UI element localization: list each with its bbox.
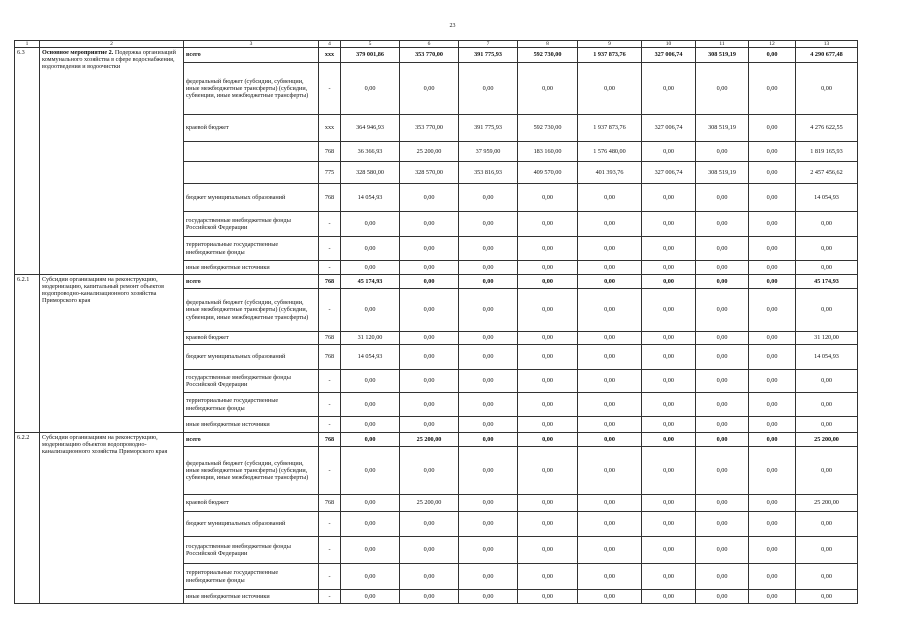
budget-code: 768: [319, 184, 341, 212]
year-value: 0,00: [749, 115, 796, 142]
year-value: 0,00: [749, 162, 796, 184]
total-value: 14 054,93: [796, 184, 858, 212]
year-value: 0,00: [341, 433, 400, 447]
section-name: Субсидии организациям на реконструкцию, модернизацию объектов водопроводно-канализационного хозяйства Приморского края: [40, 433, 184, 604]
year-value: 0,00: [749, 433, 796, 447]
total-value: 2 457 456,62: [796, 162, 858, 184]
year-value: 0,00: [642, 393, 696, 417]
year-value: 0,00: [578, 212, 642, 237]
year-value: 0,00: [459, 433, 518, 447]
year-value: 0,00: [459, 212, 518, 237]
year-value: 592 730,00: [518, 48, 578, 63]
year-value: 0,00: [400, 345, 459, 370]
year-value: 0,00: [518, 63, 578, 115]
year-value: 328 570,00: [400, 162, 459, 184]
year-value: 0,00: [578, 237, 642, 261]
year-value: 0,00: [518, 237, 578, 261]
year-value: 0,00: [749, 184, 796, 212]
year-value: 0,00: [341, 512, 400, 537]
year-value: 353 770,00: [400, 48, 459, 63]
total-value: 4 290 677,48: [796, 48, 858, 63]
total-value: 0,00: [796, 417, 858, 433]
funding-source: всего: [184, 433, 319, 447]
funding-source: краевой бюджет: [184, 115, 319, 142]
year-value: 0,00: [459, 512, 518, 537]
total-value: 45 174,93: [796, 275, 858, 289]
year-value: 0,00: [578, 184, 642, 212]
year-value: 0,00: [341, 417, 400, 433]
year-value: 0,00: [696, 447, 749, 495]
year-value: 0,00: [341, 537, 400, 564]
year-value: 0,00: [341, 261, 400, 275]
funding-source: бюджет муниципальных образований: [184, 345, 319, 370]
budget-code: 768: [319, 275, 341, 289]
col-header: 12: [749, 41, 796, 48]
funding-source: территориальные государственные внебюджетные фонды: [184, 393, 319, 417]
year-value: 0,00: [400, 261, 459, 275]
year-value: 0,00: [459, 393, 518, 417]
col-header: 6: [400, 41, 459, 48]
year-value: 1 937 873,76: [578, 115, 642, 142]
year-value: 0,00: [341, 237, 400, 261]
year-value: 0,00: [749, 289, 796, 332]
funding-source: всего: [184, 275, 319, 289]
year-value: 379 001,86: [341, 48, 400, 63]
year-value: 0,00: [459, 590, 518, 604]
year-value: 0,00: [696, 345, 749, 370]
year-value: 183 160,00: [518, 142, 578, 162]
total-value: 1 819 165,93: [796, 142, 858, 162]
total-value: 0,00: [796, 212, 858, 237]
year-value: 0,00: [400, 332, 459, 345]
section-code: 6.3: [15, 48, 40, 275]
year-value: 0,00: [749, 495, 796, 512]
year-value: 0,00: [749, 332, 796, 345]
funding-source: [184, 142, 319, 162]
year-value: 0,00: [642, 417, 696, 433]
total-value: 14 054,93: [796, 345, 858, 370]
funding-source: федеральный бюджет (субсидии, субвенции, иные межбюджетные трансферты) (субсидии, субвенции, иные межбюджетные трансферты): [184, 289, 319, 332]
year-value: 0,00: [696, 417, 749, 433]
budget-code: ххх: [319, 48, 341, 63]
year-value: 327 006,74: [642, 48, 696, 63]
year-value: 0,00: [400, 447, 459, 495]
year-value: 0,00: [518, 275, 578, 289]
total-value: 0,00: [796, 261, 858, 275]
year-value: 0,00: [696, 564, 749, 590]
total-value: 0,00: [796, 512, 858, 537]
year-value: 592 730,00: [518, 115, 578, 142]
col-header: 4: [319, 41, 341, 48]
budget-code: -: [319, 512, 341, 537]
col-header: 7: [459, 41, 518, 48]
year-value: 0,00: [642, 537, 696, 564]
year-value: 0,00: [642, 142, 696, 162]
budget-code: 768: [319, 345, 341, 370]
year-value: 25 200,00: [400, 142, 459, 162]
year-value: 0,00: [642, 261, 696, 275]
year-value: 0,00: [696, 275, 749, 289]
budget-code: -: [319, 417, 341, 433]
budget-code: -: [319, 447, 341, 495]
year-value: 0,00: [459, 447, 518, 495]
funding-source: территориальные государственные внебюджетные фонды: [184, 237, 319, 261]
funding-source: территориальные государственные внебюджетные фонды: [184, 564, 319, 590]
funding-source: федеральный бюджет (субсидии, субвенции, иные межбюджетные трансферты) (субсидии, субвенции, иные межбюджетные трансферты): [184, 63, 319, 115]
col-header: 11: [696, 41, 749, 48]
year-value: 0,00: [459, 417, 518, 433]
year-value: 0,00: [518, 345, 578, 370]
year-value: 14 054,93: [341, 345, 400, 370]
funding-source: государственные внебюджетные фонды Российской Федерации: [184, 537, 319, 564]
year-value: 0,00: [578, 63, 642, 115]
year-value: 0,00: [341, 63, 400, 115]
year-value: 0,00: [459, 495, 518, 512]
year-value: 0,00: [749, 142, 796, 162]
year-value: 0,00: [696, 393, 749, 417]
year-value: 0,00: [459, 184, 518, 212]
year-value: 0,00: [749, 63, 796, 115]
year-value: 0,00: [749, 48, 796, 63]
year-value: 364 946,93: [341, 115, 400, 142]
year-value: 0,00: [749, 512, 796, 537]
year-value: 0,00: [518, 564, 578, 590]
year-value: 0,00: [749, 417, 796, 433]
year-value: 0,00: [518, 417, 578, 433]
table-body: [15, 41, 858, 604]
year-value: 0,00: [749, 345, 796, 370]
total-value: 25 200,00: [796, 433, 858, 447]
year-value: 31 120,00: [341, 332, 400, 345]
year-value: 0,00: [400, 512, 459, 537]
year-value: 0,00: [518, 495, 578, 512]
year-value: 0,00: [642, 332, 696, 345]
year-value: 0,00: [696, 289, 749, 332]
year-value: 0,00: [518, 184, 578, 212]
year-value: 308 519,19: [696, 115, 749, 142]
year-value: 0,00: [578, 275, 642, 289]
year-value: 25 200,00: [400, 433, 459, 447]
total-value: 0,00: [796, 564, 858, 590]
budget-code: -: [319, 370, 341, 393]
year-value: 0,00: [578, 537, 642, 564]
budget-code: 768: [319, 142, 341, 162]
year-value: 25 200,00: [400, 495, 459, 512]
total-value: 0,00: [796, 237, 858, 261]
year-value: 308 519,19: [696, 48, 749, 63]
funding-source: иные внебюджетные источники: [184, 261, 319, 275]
year-value: 0,00: [341, 370, 400, 393]
year-value: 0,00: [696, 184, 749, 212]
year-value: 0,00: [696, 212, 749, 237]
funding-source: государственные внебюджетные фонды Российской Федерации: [184, 212, 319, 237]
year-value: 0,00: [696, 370, 749, 393]
budget-code: ххх: [319, 115, 341, 142]
year-value: 0,00: [518, 212, 578, 237]
year-value: 0,00: [578, 433, 642, 447]
year-value: 401 393,76: [578, 162, 642, 184]
section-code: 6.2.2: [15, 433, 40, 604]
year-value: 0,00: [642, 590, 696, 604]
year-value: 327 006,74: [642, 162, 696, 184]
table-row: [15, 48, 858, 63]
year-value: 0,00: [749, 370, 796, 393]
budget-code: -: [319, 63, 341, 115]
total-value: 0,00: [796, 393, 858, 417]
total-value: 0,00: [796, 590, 858, 604]
col-header: 5: [341, 41, 400, 48]
year-value: 0,00: [578, 564, 642, 590]
year-value: 0,00: [696, 142, 749, 162]
year-value: 37 959,00: [459, 142, 518, 162]
year-value: 0,00: [341, 393, 400, 417]
section-code: 6.2.1: [15, 275, 40, 433]
year-value: 0,00: [696, 261, 749, 275]
section-name: [40, 48, 184, 275]
year-value: 0,00: [400, 289, 459, 332]
year-value: 0,00: [400, 590, 459, 604]
year-value: 0,00: [341, 447, 400, 495]
budget-code: -: [319, 289, 341, 332]
year-value: 0,00: [578, 289, 642, 332]
year-value: 0,00: [578, 332, 642, 345]
funding-source: иные внебюджетные источники: [184, 590, 319, 604]
year-value: 0,00: [749, 261, 796, 275]
year-value: 0,00: [459, 537, 518, 564]
year-value: 0,00: [459, 275, 518, 289]
total-value: 0,00: [796, 537, 858, 564]
year-value: 0,00: [578, 512, 642, 537]
budget-code: -: [319, 237, 341, 261]
year-value: 0,00: [400, 564, 459, 590]
year-value: 0,00: [400, 275, 459, 289]
section-name: Субсидии организациям на реконструкцию, модернизацию, капитальный ремонт объектов водопроводно-канализационного хозяйства Приморского края: [40, 275, 184, 433]
year-value: 0,00: [400, 417, 459, 433]
total-value: 25 200,00: [796, 495, 858, 512]
year-value: 328 580,00: [341, 162, 400, 184]
year-value: 0,00: [642, 289, 696, 332]
year-value: 0,00: [749, 537, 796, 564]
year-value: 0,00: [642, 433, 696, 447]
col-header: 8: [518, 41, 578, 48]
year-value: 0,00: [459, 237, 518, 261]
funding-source: федеральный бюджет (субсидии, субвенции, иные межбюджетные трансферты) (субсидии, субвенции, иные межбюджетные трансферты): [184, 447, 319, 495]
year-value: 0,00: [341, 495, 400, 512]
year-value: 0,00: [642, 447, 696, 495]
year-value: 0,00: [341, 289, 400, 332]
budget-code: -: [319, 261, 341, 275]
year-value: 353 816,93: [459, 162, 518, 184]
budget-code: -: [319, 212, 341, 237]
year-value: 327 006,74: [642, 115, 696, 142]
year-value: 0,00: [400, 184, 459, 212]
total-value: 31 120,00: [796, 332, 858, 345]
year-value: 0,00: [749, 212, 796, 237]
year-value: 0,00: [696, 332, 749, 345]
page-number: 23: [449, 23, 456, 29]
funding-source: бюджет муниципальных образований: [184, 184, 319, 212]
year-value: 0,00: [459, 345, 518, 370]
col-header: 3: [184, 41, 319, 48]
year-value: 0,00: [578, 393, 642, 417]
year-value: 0,00: [459, 564, 518, 590]
budget-code: -: [319, 590, 341, 604]
year-value: 0,00: [400, 393, 459, 417]
section-name-title: Основное мероприятие 2.: [42, 49, 114, 56]
budget-code: -: [319, 564, 341, 590]
year-value: 0,00: [749, 275, 796, 289]
total-value: 4 276 622,55: [796, 115, 858, 142]
year-value: 0,00: [642, 275, 696, 289]
budget-code: 768: [319, 332, 341, 345]
budget-code: -: [319, 393, 341, 417]
year-value: 0,00: [696, 512, 749, 537]
col-header: 9: [578, 41, 642, 48]
year-value: 0,00: [578, 261, 642, 275]
funding-source: [184, 162, 319, 184]
year-value: 0,00: [642, 495, 696, 512]
year-value: 0,00: [642, 564, 696, 590]
year-value: 0,00: [696, 237, 749, 261]
year-value: 0,00: [400, 537, 459, 564]
year-value: 0,00: [578, 447, 642, 495]
year-value: 0,00: [518, 370, 578, 393]
year-value: 0,00: [518, 393, 578, 417]
year-value: 0,00: [642, 184, 696, 212]
year-value: 391 775,93: [459, 48, 518, 63]
funding-source: иные внебюджетные источники: [184, 417, 319, 433]
budget-code: 768: [319, 495, 341, 512]
year-value: 409 570,00: [518, 162, 578, 184]
year-value: 0,00: [578, 590, 642, 604]
year-value: 0,00: [578, 345, 642, 370]
funding-source: бюджет муниципальных образований: [184, 512, 319, 537]
year-value: 0,00: [400, 63, 459, 115]
year-value: 0,00: [518, 512, 578, 537]
year-value: 0,00: [696, 433, 749, 447]
year-value: 0,00: [459, 63, 518, 115]
total-value: 0,00: [796, 63, 858, 115]
year-value: 0,00: [642, 63, 696, 115]
year-value: 353 770,00: [400, 115, 459, 142]
year-value: 0,00: [749, 237, 796, 261]
year-value: 0,00: [642, 512, 696, 537]
year-value: 0,00: [749, 393, 796, 417]
year-value: 0,00: [642, 237, 696, 261]
year-value: 0,00: [749, 564, 796, 590]
funding-source: всего: [184, 48, 319, 63]
year-value: 1 576 480,00: [578, 142, 642, 162]
year-value: 0,00: [518, 332, 578, 345]
budget-code: 775: [319, 162, 341, 184]
year-value: 391 775,93: [459, 115, 518, 142]
column-number-row: [15, 41, 858, 48]
year-value: 0,00: [749, 447, 796, 495]
table-row: [15, 433, 858, 447]
year-value: 0,00: [696, 63, 749, 115]
year-value: 0,00: [642, 212, 696, 237]
year-value: 0,00: [642, 370, 696, 393]
col-header: 1: [15, 41, 40, 48]
funding-source: краевой бюджет: [184, 332, 319, 345]
year-value: 0,00: [518, 433, 578, 447]
funding-source: государственные внебюджетные фонды Российской Федерации: [184, 370, 319, 393]
year-value: 308 519,19: [696, 162, 749, 184]
year-value: 0,00: [459, 332, 518, 345]
year-value: 0,00: [749, 590, 796, 604]
total-value: 0,00: [796, 370, 858, 393]
year-value: 0,00: [400, 370, 459, 393]
year-value: 0,00: [518, 537, 578, 564]
year-value: 36 366,93: [341, 142, 400, 162]
year-value: 0,00: [518, 261, 578, 275]
col-header: 2: [40, 41, 184, 48]
year-value: 0,00: [578, 370, 642, 393]
budget-table: [14, 40, 858, 604]
budget-code: 768: [319, 433, 341, 447]
year-value: 0,00: [696, 495, 749, 512]
year-value: 0,00: [341, 590, 400, 604]
year-value: 0,00: [400, 237, 459, 261]
section-name-desc: Подержка организаций коммунального хозяйства в сфере водоснабжения, водоотведения и водоочистки: [42, 49, 176, 71]
year-value: 0,00: [518, 289, 578, 332]
total-value: 0,00: [796, 447, 858, 495]
year-value: 0,00: [459, 370, 518, 393]
col-header: 10: [642, 41, 696, 48]
year-value: 1 937 873,76: [578, 48, 642, 63]
year-value: 0,00: [518, 590, 578, 604]
year-value: 0,00: [696, 590, 749, 604]
table-row: [15, 275, 858, 289]
year-value: 45 174,93: [341, 275, 400, 289]
year-value: 14 054,93: [341, 184, 400, 212]
funding-source: краевой бюджет: [184, 495, 319, 512]
year-value: 0,00: [518, 447, 578, 495]
year-value: 0,00: [341, 212, 400, 237]
total-value: 0,00: [796, 289, 858, 332]
year-value: 0,00: [341, 564, 400, 590]
year-value: 0,00: [400, 212, 459, 237]
year-value: 0,00: [459, 261, 518, 275]
year-value: 0,00: [578, 417, 642, 433]
year-value: 0,00: [696, 537, 749, 564]
year-value: 0,00: [642, 345, 696, 370]
year-value: 0,00: [459, 289, 518, 332]
col-header: 13: [796, 41, 858, 48]
budget-code: -: [319, 537, 341, 564]
year-value: 0,00: [578, 495, 642, 512]
